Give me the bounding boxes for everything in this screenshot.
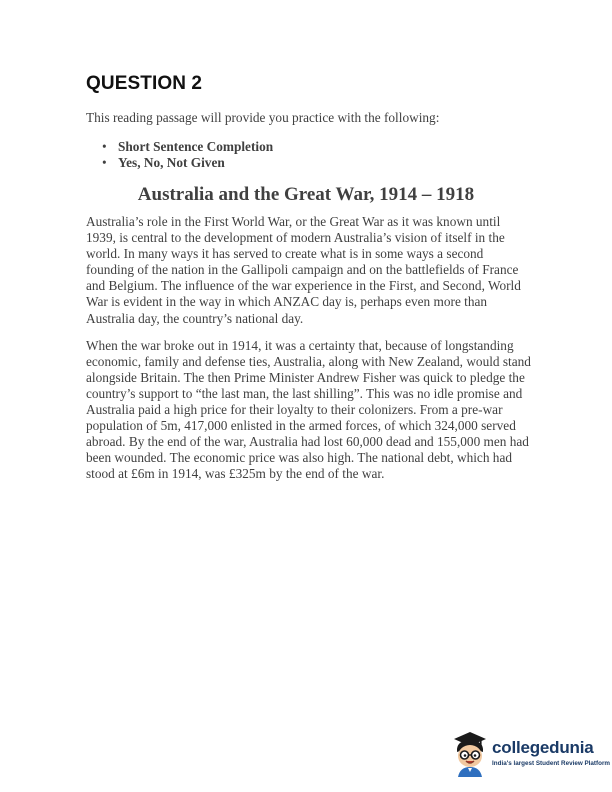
logo-tagline: India's largest Student Review Platform [492, 760, 611, 767]
list-item [102, 139, 273, 155]
list-item-label: Yes, No, Not Given [118, 155, 225, 170]
list-item-label: Short Sentence Completion [118, 139, 274, 154]
bullet-icon: • [102, 155, 107, 170]
logo-wordmark: collegedunia [492, 738, 594, 757]
passage-paragraph: Australia’s role in the First World War, or the Great War as it was known until 1939, is central to the development of modern Australia’s vision of itself in the world. In many ways it has served to create what is in some ways a second founding of the nation in the Gallipoli campaign and on the battlefields of France and Belgium. The influence of the war experience in the First, and Second, World War is evident in the way in which ANZAC day is, perhaps even more than Australia day, the country’s national day. [86, 214, 521, 326]
graduate-mascot-icon [450, 731, 490, 777]
question-heading: QUESTION 2 [86, 73, 203, 94]
bullet-icon: • [102, 139, 107, 154]
reading-passage [86, 214, 532, 494]
collegedunia-logo [450, 731, 611, 781]
passage-paragraph: When the war broke out in 1914, it was a certainty that, because of longstanding economic, family and defense ties, Australia, along with New Zealand, would stand alongside Britain. The then Prime Minister Andrew Fisher was quick to pledge the country’s support to “the last man, the last shilling”. This was no idle promise and Australia paid a high price for their loyalty to their colonizers. From a pre-war population of 5m, 417,000 enlisted in the armed forces, of which 324,000 served abroad. By the end of the war, Australia had lost 60,000 dead and 155,000 men had been wounded. The economic price was also high. The national debt, which had stood at £6m in 1914, was £325m by the end of the war. [86, 337, 531, 482]
passage-title: Australia and the Great War, 1914 – 1918 [137, 184, 475, 205]
practice-list [102, 139, 273, 171]
intro-text: This reading passage will provide you practice with the following: [86, 110, 440, 125]
list-item [102, 155, 273, 171]
